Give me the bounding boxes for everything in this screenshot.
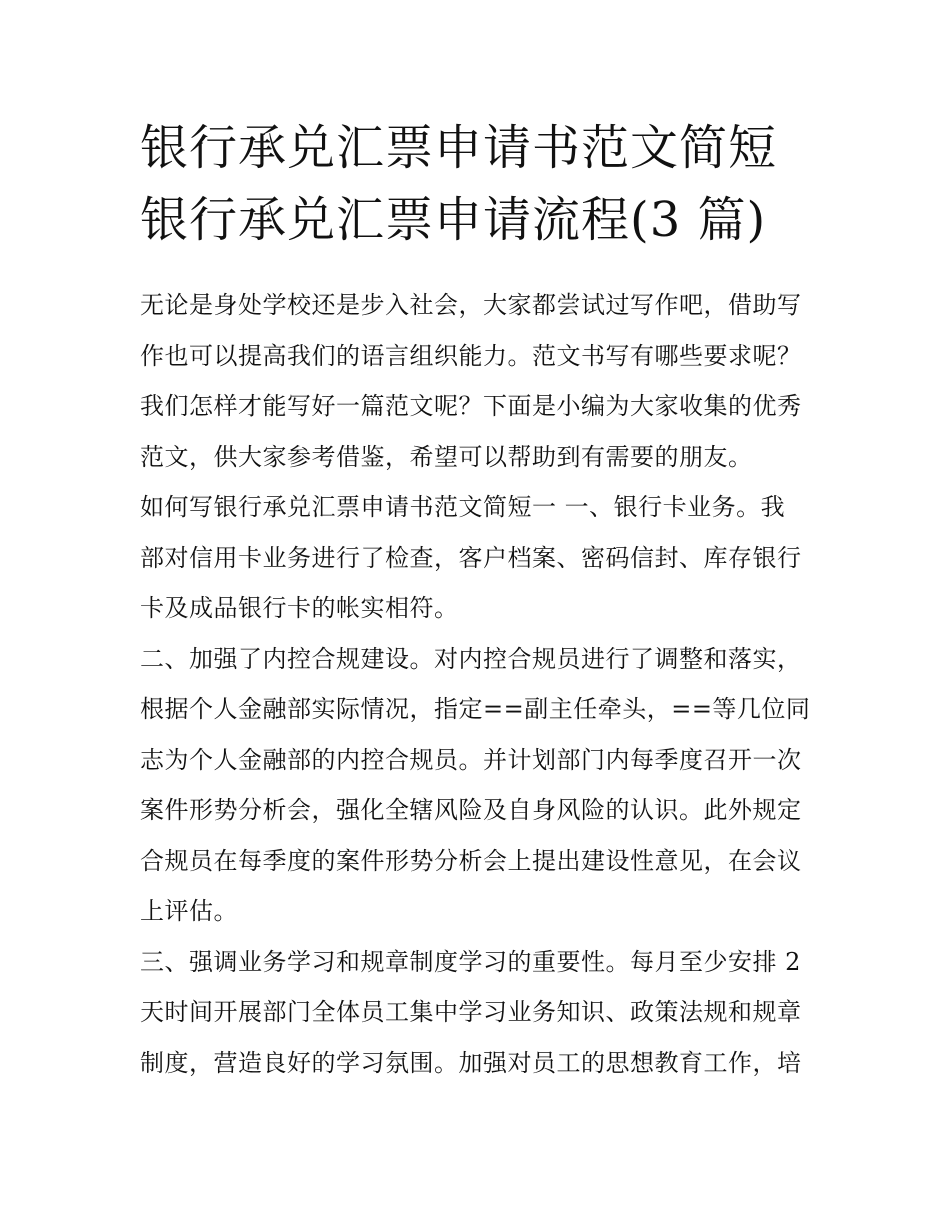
title-line-1: 银行承兑汇票申请书范文简短	[140, 120, 778, 176]
body-line: 制度，营造良好的学习氛围。加强对员工的思想教育工作，培	[140, 1048, 802, 1077]
body-line: 我们怎样才能写好一篇范文呢？下面是小编为大家收集的优秀	[140, 392, 802, 420]
body-line: 三、强调业务学习和规章制度学习的重要性。每月至少安排 2	[140, 947, 801, 976]
body-line: 案件形势分析会，强化全辖风险及自身风险的认识。此外规定	[140, 796, 802, 824]
document-title	[140, 112, 830, 256]
document-body	[140, 280, 830, 1088]
body-line: 天时间开展部门全体员工集中学习业务知识、政策法规和规章	[140, 998, 802, 1026]
body-line: 志为个人金融部的内控合规员。并计划部门内每季度召开一次	[140, 745, 802, 774]
body-line: 上评估。	[140, 897, 238, 925]
body-line: 部对信用卡业务进行了检查，客户档案、密码信封、库存银行	[140, 543, 802, 572]
body-line: 作也可以提高我们的语言组织能力。范文书写有哪些要求呢？	[140, 341, 802, 370]
body-line: 合规员在每季度的案件形势分析会上提出建设性意见，在会议	[140, 846, 802, 875]
body-line: 根据个人金融部实际情况，指定==副主任牵头，==等几位同	[140, 695, 811, 723]
body-line: 如何写银行承兑汇票申请书范文简短一 一、银行卡业务。我	[140, 493, 786, 521]
body-line: 范文，供大家参考借鉴，希望可以帮助到有需要的朋友。	[140, 442, 753, 471]
body-line: 无论是身处学校还是步入社会，大家都尝试过写作吧，借助写	[140, 291, 802, 319]
title-line-2: 银行承兑汇票申请流程(3 篇)	[140, 192, 767, 248]
body-line: 二、加强了内控合规建设。对内控合规员进行了调整和落实，	[140, 644, 802, 673]
body-line: 卡及成品银行卡的帐实相符。	[140, 594, 459, 622]
